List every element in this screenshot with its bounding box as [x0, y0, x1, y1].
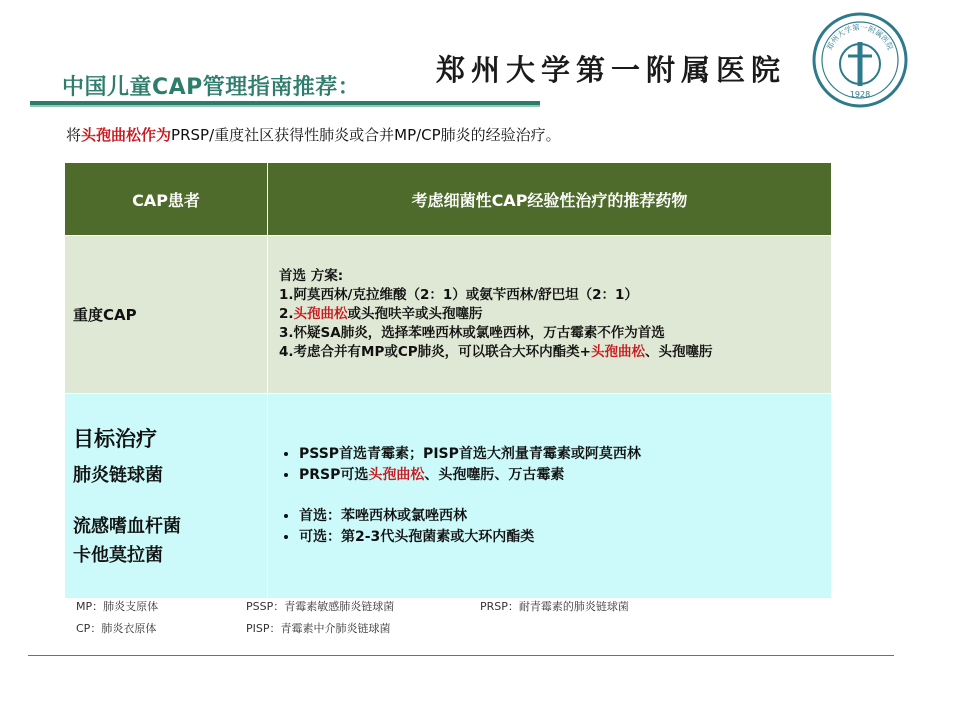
plan-line-2-highlight: 头孢曲松: [293, 306, 348, 322]
plan-line-2-prefix: 2.: [279, 306, 294, 322]
logo-year: 1928: [849, 90, 871, 99]
plan-line-2-rest: 或头孢呋辛或头孢噻肟: [347, 306, 483, 322]
footnote-prsp: PRSP：耐青霉素的肺炎链球菌: [480, 600, 629, 613]
pathogen-haemophilus: 流感嗜血杆菌: [73, 515, 181, 537]
plan-line-4-b: 、头孢噻肟: [644, 344, 713, 360]
intro-highlight: 头孢曲松作为: [81, 126, 172, 144]
other-pathogens-list: [269, 506, 830, 548]
plan-line-4-a: 4.考虑合并有MP或CP肺炎，可以联合大环内酯类+: [279, 344, 591, 360]
title-underline-light: [30, 105, 540, 107]
pathogen-moraxella: 卡他莫拉菌: [73, 544, 163, 566]
intro-prefix: 将: [66, 126, 82, 144]
plan-line-2: [279, 305, 830, 324]
recommendation-table: [64, 162, 832, 599]
page-title: 中国儿童CAP管理指南推荐：: [62, 75, 361, 100]
severe-cap-cell: [65, 236, 268, 394]
severe-cap-label: 重度CAP: [73, 306, 137, 324]
plan-line-3: 3.怀疑SA肺炎，选择苯唑西林或氯唑西林，万古霉素不作为首选: [279, 325, 665, 341]
table-row-targeted: [65, 394, 832, 599]
intro-sentence: [66, 124, 561, 145]
logo-text: 郑州大学第一附属医院: [824, 22, 896, 52]
footnote-mp: MP：肺炎支原体: [76, 600, 159, 613]
plan-title: 首选 方案:: [279, 268, 344, 284]
severe-cap-plan-cell: [268, 236, 832, 394]
hospital-logo: [812, 12, 908, 108]
table-header-row: [65, 163, 832, 236]
plan-line-4: [279, 343, 830, 362]
hospital-name: 郑州大学第一附属医院: [436, 53, 787, 87]
severe-cap-plan: [269, 267, 830, 362]
bottom-divider: [28, 655, 894, 656]
footnote-pssp: PSSP：青霉素敏感肺炎链球菌: [246, 600, 395, 613]
pathogen-pneumococcus: 肺炎链球菌: [73, 464, 163, 486]
table-row-severe-cap: [65, 236, 832, 394]
plan-line-4-highlight: 头孢曲松: [590, 344, 645, 360]
pneumococcus-list: [269, 444, 830, 486]
footnote-pisp: PISP：青霉素中介肺炎链球菌: [246, 622, 391, 635]
plan-line-1: 1.阿莫西林/克拉维酸（2：1）或氨苄西林/舒巴坦（2：1）: [279, 287, 638, 303]
list-item: [299, 465, 830, 486]
list-item: • PSSP首选青霉素；PISP首选大剂量青霉素或阿莫西林: [299, 444, 830, 465]
header-cap-patients: CAP患者: [65, 163, 268, 236]
b2-highlight: 头孢曲松: [368, 467, 425, 483]
header-recommended-drugs: 考虑细菌性CAP经验性治疗的推荐药物: [268, 163, 832, 236]
b2-rest: 、头孢噻肟、万古霉素: [424, 467, 565, 483]
b2-prefix: PRSP可选: [299, 467, 369, 483]
intro-rest: PRSP/重度社区获得性肺炎或合并MP/CP肺炎的经验治疗。: [171, 126, 561, 144]
targeted-therapy-label: 目标治疗: [73, 426, 157, 451]
footnote-cp: CP：肺炎衣原体: [76, 622, 157, 635]
targeted-label-cell: [65, 394, 268, 599]
list-item: • 可选：第2-3代头孢菌素或大环内酯类: [299, 527, 830, 548]
list-item: • 首选：苯唑西林或氯唑西林: [299, 506, 830, 527]
targeted-drugs-cell: [268, 394, 832, 599]
